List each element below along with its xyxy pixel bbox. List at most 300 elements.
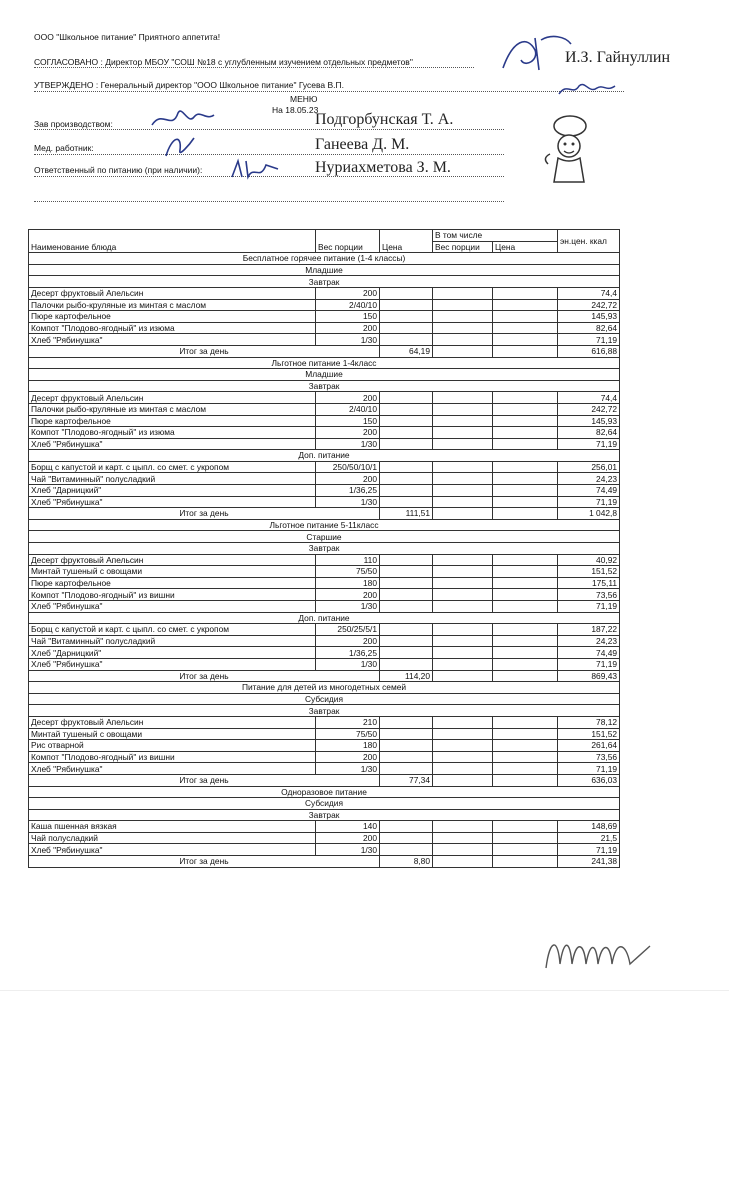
table-row [29,461,620,473]
column-header-portion: Вес порции [316,230,380,253]
dish-price-2 [493,844,558,856]
total-price: 8,80 [380,856,433,868]
section-title: Льготное питание 5-11класс [29,519,620,531]
total-portion-2 [433,508,493,520]
column-header-including: В том числе [433,230,558,242]
dish-price [380,635,433,647]
dish-energy: 71,19 [558,438,620,450]
dish-portion-2 [433,438,493,450]
dish-price [380,832,433,844]
page-edge [0,990,729,991]
dish-price [380,624,433,636]
table-row [29,740,620,752]
dish-name: Десерт фруктовый Апельсин [29,554,316,566]
section-row [29,693,620,705]
dish-portion: 140 [316,821,380,833]
dish-price [380,763,433,775]
dish-energy: 24,23 [558,635,620,647]
dish-price [380,751,433,763]
dish-energy: 71,19 [558,601,620,613]
section-row [29,450,620,462]
dish-name: Пюре картофельное [29,311,316,323]
dish-portion: 200 [316,589,380,601]
total-label: Итог за день [29,508,380,520]
table-row [29,299,620,311]
section-title: Питание для детей из многодетных семей [29,682,620,694]
dish-portion: 200 [316,392,380,404]
table-row [29,427,620,439]
dish-name: Десерт фруктовый Апельсин [29,392,316,404]
section-row [29,612,620,624]
dish-energy: 74,4 [558,392,620,404]
dish-energy: 145,93 [558,311,620,323]
director-signature [495,30,575,75]
section-row [29,380,620,392]
table-row [29,496,620,508]
dish-price [380,589,433,601]
dish-portion: 75/50 [316,566,380,578]
table-row [29,601,620,613]
dish-energy: 256,01 [558,461,620,473]
table-row [29,392,620,404]
section-title: Субсидия [29,693,620,705]
dish-portion-2 [433,728,493,740]
dotted-line [34,201,504,202]
dish-name: Хлеб "Рябинушка" [29,601,316,613]
section-title: Завтрак [29,276,620,288]
table-row [29,728,620,740]
dish-name: Хлеб "Рябинушка" [29,496,316,508]
dish-name: Хлеб "Рябинушка" [29,658,316,670]
dish-energy: 82,64 [558,322,620,334]
dish-price [380,287,433,299]
dish-price [380,485,433,497]
dish-price [380,566,433,578]
section-row [29,809,620,821]
column-header-dish: Наименование блюда [29,230,316,253]
dish-price [380,658,433,670]
total-portion-2 [433,345,493,357]
dish-price-2 [493,485,558,497]
dish-price [380,496,433,508]
dish-energy: 151,52 [558,566,620,578]
dish-name: Пюре картофельное [29,415,316,427]
section-row [29,253,620,265]
section-row [29,369,620,381]
dish-price [380,334,433,346]
production-name: Подгорбунская Т. А. [315,111,454,128]
dish-name: Борщ с капустой и карт. с цыпл. со смет. с укропом [29,461,316,473]
dish-energy: 74,49 [558,647,620,659]
dish-portion-2 [433,287,493,299]
section-title: Доп. питание [29,612,620,624]
dish-portion: 110 [316,554,380,566]
dish-price-2 [493,496,558,508]
dish-portion: 200 [316,751,380,763]
dish-price [380,577,433,589]
dish-price-2 [493,658,558,670]
dish-portion: 180 [316,740,380,752]
section-row [29,543,620,555]
responsible-signature [228,155,283,183]
dotted-line [34,67,474,68]
total-price-2 [493,774,558,786]
dish-portion: 1/30 [316,763,380,775]
total-label: Итог за день [29,856,380,868]
dish-portion: 1/30 [316,658,380,670]
table-row [29,763,620,775]
table-row [29,334,620,346]
dish-portion-2 [433,740,493,752]
menu-date: На 18.05.23 [272,105,319,115]
agreed-director-name: И.З. Гайнуллин [565,49,671,66]
dish-portion: 1/30 [316,844,380,856]
dish-portion-2 [433,299,493,311]
dish-price-2 [493,287,558,299]
approval-signature [555,78,620,100]
production-signature [148,103,218,133]
total-portion-2 [433,774,493,786]
dish-portion-2 [433,832,493,844]
medic-name: Ганеева Д. М. [315,136,410,153]
total-price-2 [493,856,558,868]
dish-energy: 73,56 [558,589,620,601]
dish-price-2 [493,438,558,450]
total-price-2 [493,345,558,357]
menu-table-body [29,230,620,868]
total-label: Итог за день [29,670,380,682]
dish-portion-2 [433,751,493,763]
dish-price [380,473,433,485]
dish-portion: 1/30 [316,601,380,613]
dish-price-2 [493,334,558,346]
dish-energy: 242,72 [558,403,620,415]
dish-price-2 [493,751,558,763]
dish-price-2 [493,635,558,647]
table-row [29,415,620,427]
total-price: 111,51 [380,508,433,520]
dish-portion-2 [433,624,493,636]
dish-price-2 [493,566,558,578]
column-header-energy: эн.цен. ккал [558,230,620,253]
dish-portion-2 [433,566,493,578]
total-label: Итог за день [29,345,380,357]
dish-portion: 150 [316,311,380,323]
dish-portion-2 [433,415,493,427]
total-energy: 1 042,8 [558,508,620,520]
section-title: Доп. питание [29,450,620,462]
total-energy: 241,38 [558,856,620,868]
medic-signature [160,132,200,160]
table-row [29,554,620,566]
dish-portion: 1/30 [316,334,380,346]
dish-price [380,415,433,427]
dish-name: Компот "Плодово-ягодный" из изюма [29,427,316,439]
dish-price-2 [493,589,558,601]
dish-name: Хлеб "Рябинушка" [29,844,316,856]
dish-energy: 73,56 [558,751,620,763]
dish-portion-2 [433,716,493,728]
dish-price [380,740,433,752]
dish-portion: 1/30 [316,438,380,450]
total-label: Итог за день [29,774,380,786]
dish-price-2 [493,577,558,589]
dish-portion: 200 [316,832,380,844]
production-label: Зав производством: [34,119,113,129]
table-row [29,647,620,659]
section-title: Одноразовое питание [29,786,620,798]
table-row [29,635,620,647]
dish-price-2 [493,624,558,636]
dish-price-2 [493,763,558,775]
total-energy: 636,03 [558,774,620,786]
total-row [29,670,620,682]
total-price: 114,20 [380,670,433,682]
dish-energy: 148,69 [558,821,620,833]
dish-price-2 [493,427,558,439]
dish-price-2 [493,821,558,833]
total-energy: 869,43 [558,670,620,682]
dish-energy: 21,5 [558,832,620,844]
dish-portion: 200 [316,473,380,485]
dish-portion: 200 [316,287,380,299]
dish-portion-2 [433,589,493,601]
table-row [29,624,620,636]
section-row [29,519,620,531]
dish-price-2 [493,647,558,659]
dish-name: Хлеб "Рябинушка" [29,438,316,450]
dish-price [380,461,433,473]
table-row [29,311,620,323]
dish-portion-2 [433,821,493,833]
responsible-label: Ответственный по питанию (при наличии): [34,165,203,175]
column-header-portion-2: Вес порции [433,241,493,253]
dish-portion-2 [433,658,493,670]
chef-logo-icon [538,112,600,192]
section-title: Завтрак [29,705,620,717]
dish-energy: 40,92 [558,554,620,566]
total-price-2 [493,670,558,682]
total-portion-2 [433,856,493,868]
table-row [29,485,620,497]
dish-price [380,438,433,450]
dish-portion-2 [433,485,493,497]
section-row [29,531,620,543]
table-row [29,658,620,670]
dotted-line [34,129,504,130]
total-price-2 [493,508,558,520]
section-title: Младшие [29,264,620,276]
dish-portion-2 [433,403,493,415]
section-title: Субсидия [29,798,620,810]
dish-portion: 250/25/5/1 [316,624,380,636]
dish-name: Компот "Плодово-ягодный" из изюма [29,322,316,334]
dish-portion-2 [433,635,493,647]
dish-energy: 78,12 [558,716,620,728]
dish-price [380,728,433,740]
table-row [29,716,620,728]
dish-price [380,647,433,659]
section-row [29,798,620,810]
dish-portion: 180 [316,577,380,589]
table-row [29,322,620,334]
dish-energy: 187,22 [558,624,620,636]
approved-line: УТВЕРЖДЕНО : Генеральный директор "ООО Школьное питание" Гусева В.П. [34,80,345,90]
dish-name: Минтай тушеный с овощами [29,728,316,740]
dish-price [380,299,433,311]
dish-portion: 200 [316,635,380,647]
section-title: Завтрак [29,809,620,821]
total-row [29,856,620,868]
dotted-line [34,91,624,92]
dish-portion: 210 [316,716,380,728]
dish-portion: 2/40/10 [316,403,380,415]
table-row [29,287,620,299]
section-title: Завтрак [29,380,620,392]
section-row [29,264,620,276]
medic-label: Мед. работник: [34,143,94,153]
menu-title: МЕНЮ [290,94,318,104]
dish-price [380,716,433,728]
dish-price-2 [493,554,558,566]
section-title: Старшие [29,531,620,543]
dish-name: Компот "Плодово-ягодный" из вишни [29,589,316,601]
section-title: Младшие [29,369,620,381]
dish-name: Каша пшенная вязкая [29,821,316,833]
dish-energy: 71,19 [558,844,620,856]
dish-energy: 145,93 [558,415,620,427]
dish-portion-2 [433,601,493,613]
dish-name: Рис отварной [29,740,316,752]
dish-energy: 71,19 [558,496,620,508]
dish-price [380,821,433,833]
menu-table [28,229,620,868]
dish-portion: 75/50 [316,728,380,740]
dish-energy: 74,49 [558,485,620,497]
dish-name: Хлеб "Рябинушка" [29,334,316,346]
dish-price-2 [493,322,558,334]
dish-portion: 250/50/10/1 [316,461,380,473]
dish-energy: 71,19 [558,334,620,346]
table-row [29,844,620,856]
dish-name: Пюре картофельное [29,577,316,589]
dish-price-2 [493,299,558,311]
section-row [29,276,620,288]
dish-name: Десерт фруктовый Апельсин [29,287,316,299]
dish-name: Чай полусладкий [29,832,316,844]
dish-price-2 [493,740,558,752]
dish-name: Хлеб "Дарницкий" [29,647,316,659]
dish-energy: 82,64 [558,427,620,439]
table-row [29,473,620,485]
section-row [29,357,620,369]
dish-price [380,322,433,334]
dish-name: Хлеб "Дарницкий" [29,485,316,497]
dish-price [380,844,433,856]
dish-energy: 71,19 [558,658,620,670]
dish-price [380,554,433,566]
dish-price-2 [493,601,558,613]
dish-portion-2 [433,763,493,775]
total-price: 77,34 [380,774,433,786]
dish-name: Хлеб "Рябинушка" [29,763,316,775]
total-row [29,345,620,357]
table-row [29,751,620,763]
dish-portion: 200 [316,427,380,439]
dish-price-2 [493,716,558,728]
table-header-row [29,230,620,242]
dish-price-2 [493,311,558,323]
table-row [29,566,620,578]
table-row [29,403,620,415]
dish-price-2 [493,832,558,844]
dish-price-2 [493,473,558,485]
section-title: Завтрак [29,543,620,555]
dish-portion-2 [433,577,493,589]
dish-portion-2 [433,473,493,485]
dish-portion-2 [433,392,493,404]
dish-portion-2 [433,496,493,508]
column-header-price-2: Цена [493,241,558,253]
dish-price [380,392,433,404]
dish-price-2 [493,461,558,473]
table-row [29,438,620,450]
responsible-name: Нуриахметова З. М. [315,159,451,176]
dish-portion: 2/40/10 [316,299,380,311]
dish-energy: 175,11 [558,577,620,589]
agreed-line: СОГЛАСОВАНО : Директор МБОУ "СОШ №18 с углубленным изучением отдельных предметов" [34,57,413,67]
dish-portion-2 [433,461,493,473]
dish-energy: 74,4 [558,287,620,299]
dish-name: Палочки рыбо-круляные из минтая с маслом [29,403,316,415]
dish-name: Чай "Витаминный" полусладкий [29,635,316,647]
dish-name: Борщ с капустой и карт. с цыпл. со смет. с укропом [29,624,316,636]
total-portion-2 [433,670,493,682]
dish-name: Компот "Плодово-ягодный" из вишни [29,751,316,763]
dish-price [380,311,433,323]
dish-energy: 261,64 [558,740,620,752]
dish-price-2 [493,415,558,427]
dish-name: Минтай тушеный с овощами [29,566,316,578]
dish-portion-2 [433,322,493,334]
dish-portion-2 [433,844,493,856]
dish-portion: 200 [316,322,380,334]
dish-price [380,601,433,613]
dish-portion: 150 [316,415,380,427]
dish-energy: 242,72 [558,299,620,311]
section-title: Льготное питание 1-4класс [29,357,620,369]
dish-portion: 1/36,25 [316,647,380,659]
footer-signature [540,928,660,978]
total-row [29,774,620,786]
column-header-price: Цена [380,230,433,253]
dish-name: Десерт фруктовый Апельсин [29,716,316,728]
dish-portion: 1/30 [316,496,380,508]
dish-portion-2 [433,334,493,346]
section-row [29,705,620,717]
table-row [29,821,620,833]
dish-name: Чай "Витаминный" полусладкий [29,473,316,485]
dish-portion: 1/36,25 [316,485,380,497]
section-row [29,786,620,798]
table-row [29,832,620,844]
dish-portion-2 [433,427,493,439]
dish-price [380,427,433,439]
dish-price-2 [493,728,558,740]
table-row [29,589,620,601]
total-energy: 616,88 [558,345,620,357]
dish-name: Палочки рыбо-круляные из минтая с маслом [29,299,316,311]
